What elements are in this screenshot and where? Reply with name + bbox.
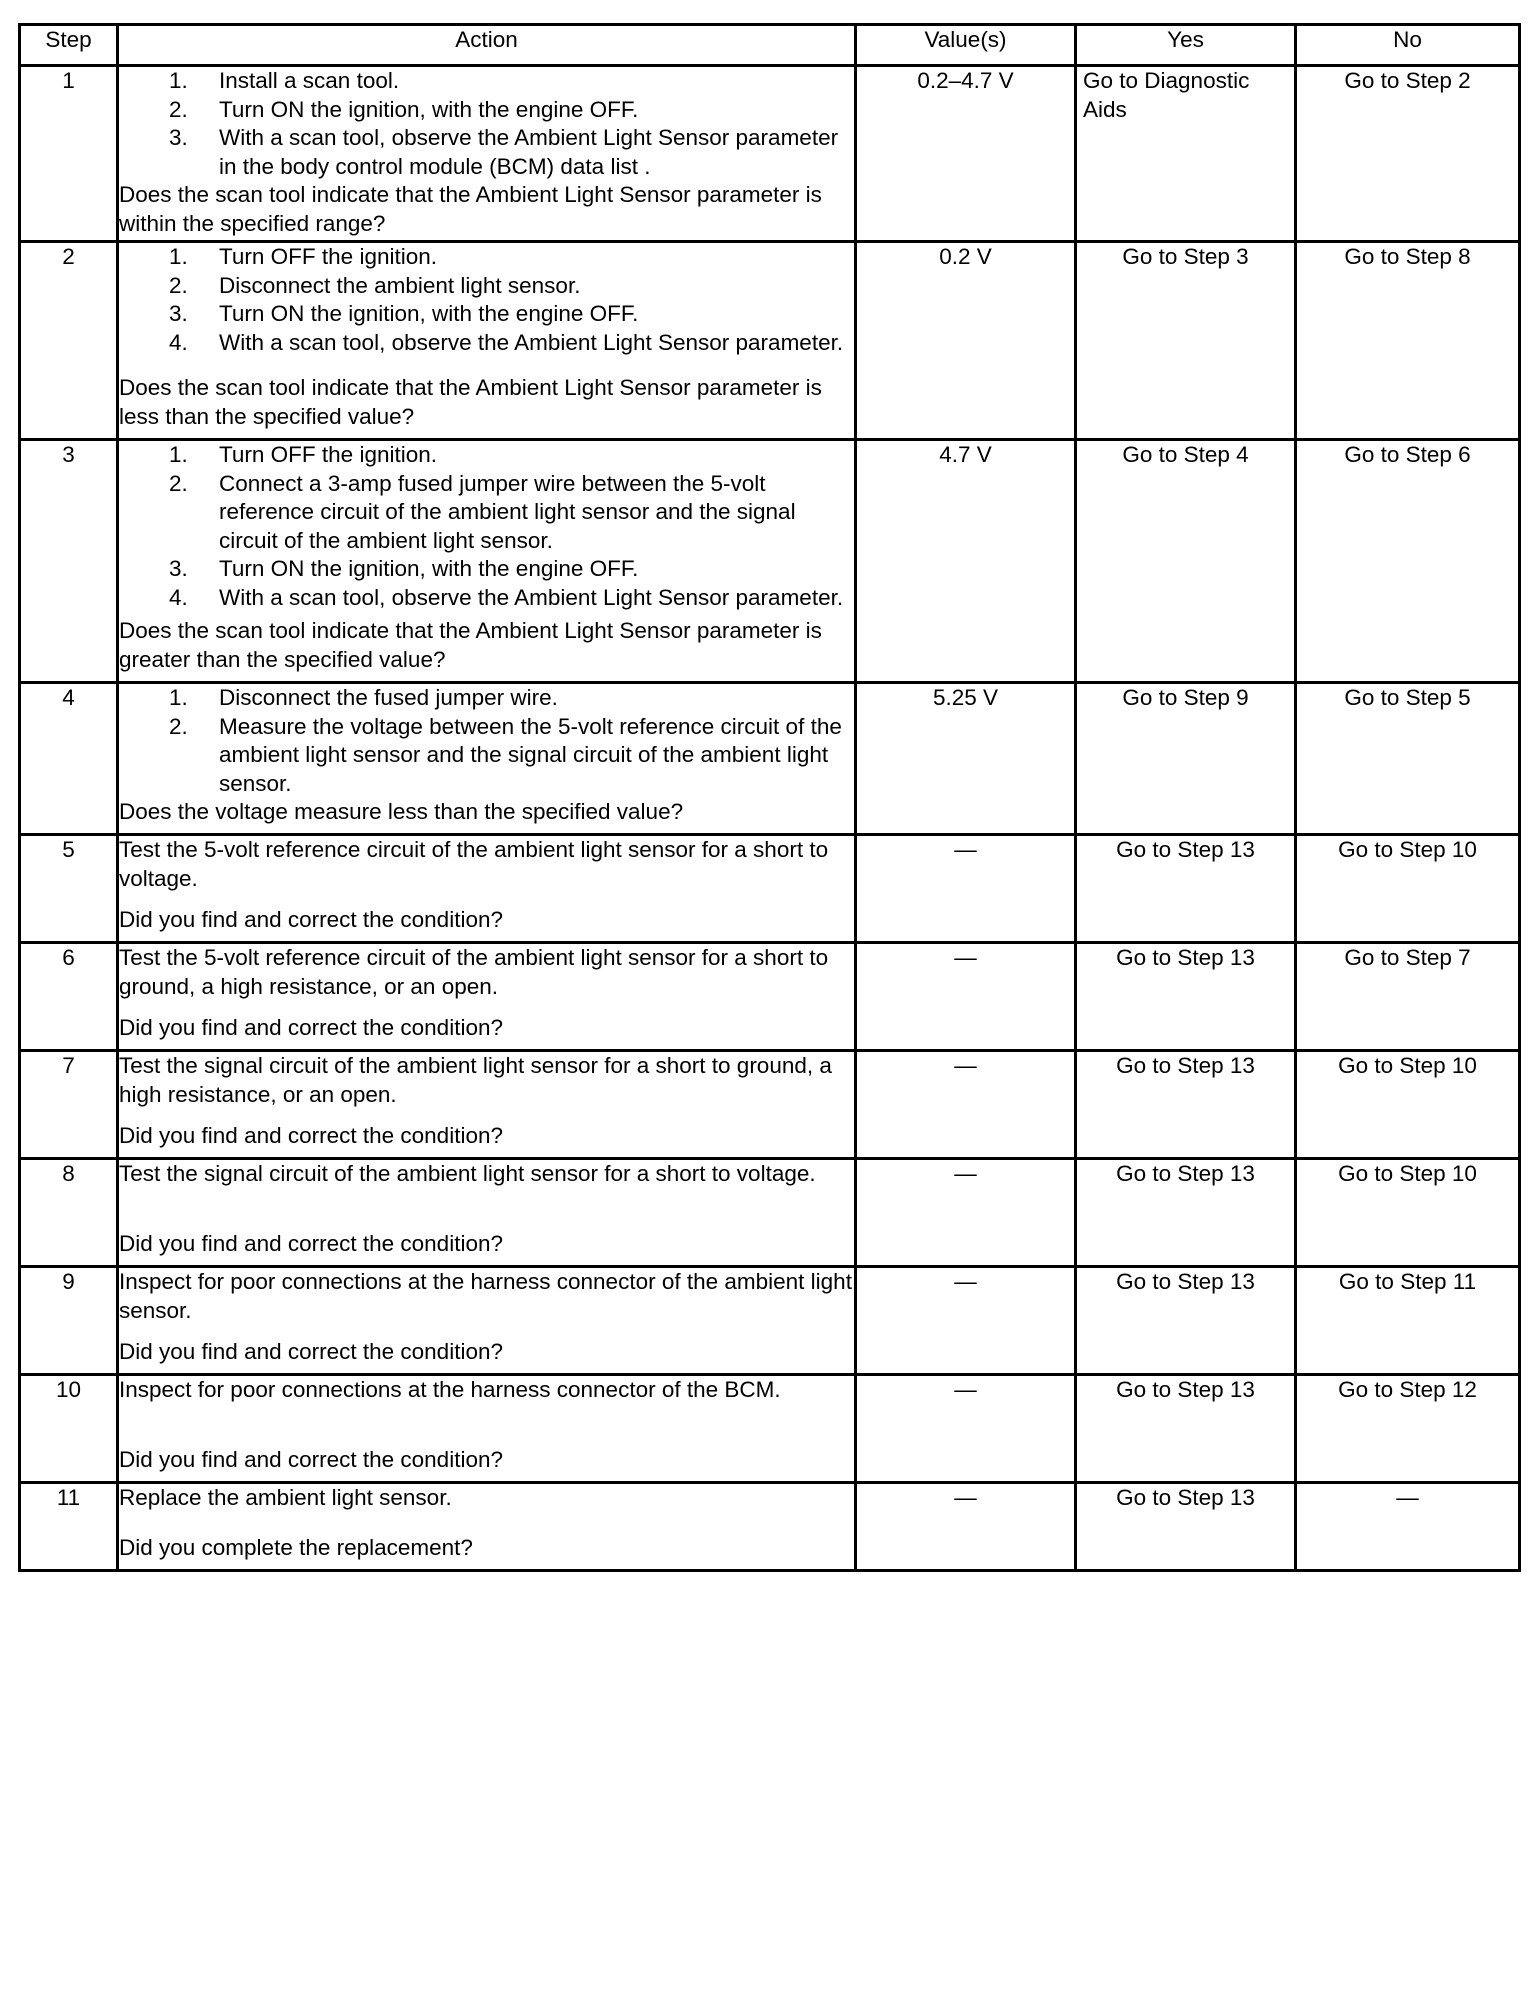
header-row <box>20 25 1520 66</box>
action-text: Test the 5-volt reference circuit of the ambient light sensor for a short to voltage. <box>119 837 829 891</box>
action-steps <box>119 684 854 798</box>
action-question: Does the voltage measure less than the specified value? <box>119 799 684 824</box>
table-row <box>20 1267 1520 1375</box>
action-step-number: 3. <box>169 301 188 326</box>
value-cell: — <box>856 1051 1076 1159</box>
action-question: Does the scan tool indicate that the Ambient Light Sensor parameter is less than the specified value? <box>119 375 822 429</box>
no-cell: Go to Step 10 <box>1296 1051 1520 1159</box>
table-row <box>20 1159 1520 1267</box>
no-cell: Go to Step 12 <box>1296 1375 1520 1483</box>
action-cell <box>118 835 856 943</box>
action-cell <box>118 1159 856 1267</box>
diagnostic-table <box>18 23 1521 1572</box>
step-number: 2 <box>20 242 118 440</box>
yes-cell: Go to Step 4 <box>1076 440 1296 683</box>
action-question: Did you complete the replacement? <box>119 1534 473 1560</box>
table-row <box>20 683 1520 835</box>
action-cell <box>118 1051 856 1159</box>
value-cell: 5.25 V <box>856 683 1076 835</box>
action-cell <box>118 1483 856 1571</box>
action-question: Did you find and correct the condition? <box>119 1122 503 1148</box>
value-cell: — <box>856 1159 1076 1267</box>
action-step-item <box>119 300 854 329</box>
action-cell <box>118 1375 856 1483</box>
action-cell <box>118 1267 856 1375</box>
action-step-number: 2. <box>169 96 188 122</box>
yes-cell: Go to Step 3 <box>1076 242 1296 440</box>
action-step-number: 3. <box>169 125 188 150</box>
value-cell: — <box>856 1483 1076 1571</box>
step-number: 7 <box>20 1051 118 1159</box>
action-step-number: 2. <box>169 713 188 739</box>
action-step-number: 1. <box>169 442 188 467</box>
action-steps <box>119 441 854 612</box>
table-row <box>20 835 1520 943</box>
header-yes: Yes <box>1076 25 1296 66</box>
action-step-number: 2. <box>169 470 188 496</box>
action-step-number: 1. <box>169 685 188 710</box>
action-cell <box>118 943 856 1051</box>
action-text: Test the signal circuit of the ambient light sensor for a short to ground, a high resistance, or an open. <box>119 1053 832 1107</box>
action-step-item <box>119 713 854 799</box>
action-step-item <box>119 584 854 613</box>
action-step-text: Turn ON the ignition, with the engine OFF. <box>219 96 639 122</box>
header-values: Value(s) <box>856 25 1076 66</box>
action-step-item <box>119 96 854 125</box>
action-cell <box>118 66 856 242</box>
step-number: 4 <box>20 683 118 835</box>
no-cell: Go to Step 2 <box>1296 66 1520 242</box>
value-cell: 0.2–4.7 V <box>856 66 1076 242</box>
action-question: Did you find and correct the condition? <box>119 906 503 932</box>
action-cell <box>118 242 856 440</box>
yes-cell: Go to Step 13 <box>1076 1159 1296 1267</box>
value-cell: 4.7 V <box>856 440 1076 683</box>
value-cell: — <box>856 1375 1076 1483</box>
no-cell: — <box>1296 1483 1520 1571</box>
action-step-text: Connect a 3-amp fused jumper wire between the 5-volt reference circuit of the ambient light sensor and the signal circuit of the ambient light sensor. <box>219 470 796 553</box>
table-row <box>20 943 1520 1051</box>
action-step-number: 1. <box>169 244 188 269</box>
action-steps <box>119 67 854 181</box>
action-step-text: With a scan tool, observe the Ambient Light Sensor parameter. <box>219 329 844 355</box>
yes-cell: Go to Step 13 <box>1076 943 1296 1051</box>
action-steps <box>119 243 854 357</box>
no-cell: Go to Step 11 <box>1296 1267 1520 1375</box>
action-step-text: Install a scan tool. <box>219 68 400 93</box>
step-number: 8 <box>20 1159 118 1267</box>
yes-cell: Go to Step 9 <box>1076 683 1296 835</box>
action-step-text: Turn OFF the ignition. <box>219 244 438 269</box>
action-step-number: 4. <box>169 584 188 610</box>
value-cell: — <box>856 835 1076 943</box>
step-number: 1 <box>20 66 118 242</box>
action-question: Did you find and correct the condition? <box>119 1338 503 1364</box>
table-row <box>20 242 1520 440</box>
action-question: Does the scan tool indicate that the Ambient Light Sensor parameter is within the specified range? <box>119 182 822 236</box>
action-step-text: Disconnect the fused jumper wire. <box>219 685 558 710</box>
action-text: Replace the ambient light sensor. <box>119 1485 452 1510</box>
action-step-item <box>119 272 854 301</box>
no-cell: Go to Step 6 <box>1296 440 1520 683</box>
action-step-item <box>119 470 854 556</box>
action-step-item <box>119 441 854 470</box>
header-step: Step <box>20 25 118 66</box>
step-number: 11 <box>20 1483 118 1571</box>
action-step-item <box>119 329 854 358</box>
action-step-item <box>119 684 854 713</box>
action-step-text: Turn ON the ignition, with the engine OFF. <box>219 556 639 581</box>
table-row <box>20 1483 1520 1571</box>
value-cell: — <box>856 943 1076 1051</box>
action-step-number: 1. <box>169 68 188 93</box>
action-question: Did you find and correct the condition? <box>119 1446 503 1472</box>
no-cell: Go to Step 8 <box>1296 242 1520 440</box>
step-number: 9 <box>20 1267 118 1375</box>
action-step-number: 2. <box>169 272 188 298</box>
action-text: Test the 5-volt reference circuit of the ambient light sensor for a short to ground, a high resistance, or an open. <box>119 945 829 999</box>
step-number: 3 <box>20 440 118 683</box>
action-step-number: 4. <box>169 329 188 355</box>
value-cell: 0.2 V <box>856 242 1076 440</box>
table-row <box>20 66 1520 242</box>
action-question: Does the scan tool indicate that the Ambient Light Sensor parameter is greater than the specified value? <box>119 618 822 672</box>
yes-cell: Go to Step 13 <box>1076 1051 1296 1159</box>
step-number: 6 <box>20 943 118 1051</box>
table-row <box>20 1051 1520 1159</box>
table-row <box>20 1375 1520 1483</box>
action-question: Did you find and correct the condition? <box>119 1014 503 1040</box>
no-cell: Go to Step 5 <box>1296 683 1520 835</box>
step-number: 5 <box>20 835 118 943</box>
yes-cell: Go to Diagnostic Aids <box>1076 66 1296 242</box>
yes-cell: Go to Step 13 <box>1076 835 1296 943</box>
no-cell: Go to Step 7 <box>1296 943 1520 1051</box>
action-step-text: Turn OFF the ignition. <box>219 442 438 467</box>
action-text: Inspect for poor connections at the harness connector of the ambient light sensor. <box>119 1269 852 1323</box>
action-text: Test the signal circuit of the ambient light sensor for a short to voltage. <box>119 1161 816 1186</box>
action-step-text: Measure the voltage between the 5-volt reference circuit of the ambient light sensor and the signal circuit of the ambient light sensor. <box>219 713 842 796</box>
step-number: 10 <box>20 1375 118 1483</box>
no-cell: Go to Step 10 <box>1296 1159 1520 1267</box>
table-body <box>20 66 1520 1571</box>
action-text: Inspect for poor connections at the harness connector of the BCM. <box>119 1377 781 1402</box>
action-step-item <box>119 243 854 272</box>
action-step-number: 3. <box>169 556 188 581</box>
yes-cell: Go to Step 13 <box>1076 1483 1296 1571</box>
header-action: Action <box>118 25 856 66</box>
header-no: No <box>1296 25 1520 66</box>
action-question: Did you find and correct the condition? <box>119 1230 503 1256</box>
action-cell <box>118 440 856 683</box>
table-row <box>20 440 1520 683</box>
value-cell: — <box>856 1267 1076 1375</box>
diagnostic-table-container <box>18 23 1518 1572</box>
action-cell <box>118 683 856 835</box>
action-step-item <box>119 124 854 181</box>
action-step-text: With a scan tool, observe the Ambient Light Sensor parameter. <box>219 584 844 610</box>
action-step-text: With a scan tool, observe the Ambient Light Sensor parameter in the body control module (BCM) data list . <box>219 125 839 179</box>
action-step-item <box>119 67 854 96</box>
yes-cell: Go to Step 13 <box>1076 1267 1296 1375</box>
action-step-item <box>119 555 854 584</box>
no-cell: Go to Step 10 <box>1296 835 1520 943</box>
action-step-text: Turn ON the ignition, with the engine OFF. <box>219 301 639 326</box>
action-step-text: Disconnect the ambient light sensor. <box>219 272 581 298</box>
yes-cell: Go to Step 13 <box>1076 1375 1296 1483</box>
